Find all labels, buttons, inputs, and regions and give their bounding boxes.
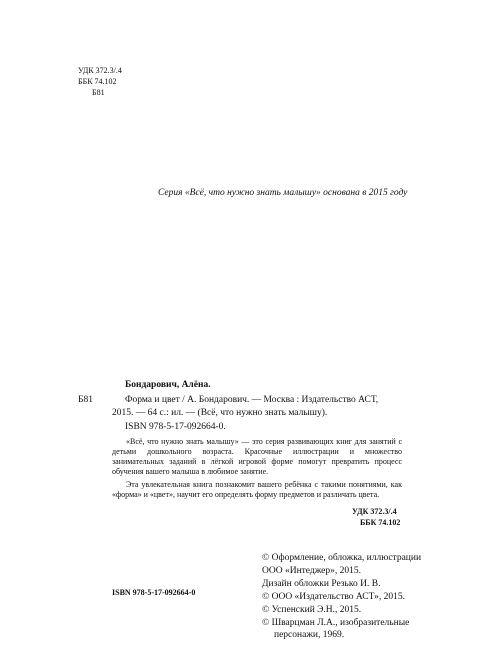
catalog-annotation-1: «Всё, что нужно знать малышу» — это серия развивающих книг для занятий с детьми дошкольного возраста. Красочные иллюстрации и множество занимательных заданий в лёгкой игровой форме помогут превратить процесс обучения вашего малыша в любимое занятие. [112,437,402,476]
copyright-line: © ООО «Издательство АСТ», 2015. [262,592,406,602]
catalog-author: Бондарович, Алёна. [125,380,211,390]
series-note: Серия «Всё, что нужно знать малышу» основана в 2015 году [158,188,408,198]
top-cipher: Б81 [92,88,105,97]
copyright-line: Дизайн обложки Резько И. В. [262,579,381,589]
copyright-line: © Оформление, обложка, иллюстрации [262,553,422,563]
top-udk: УДК 372.3/.4 [78,66,122,75]
copyright-block [262,552,472,641]
copyright-line: ООО «Интеджер», 2015. [262,566,362,576]
top-bbk: ББК 74.102 [78,77,117,86]
catalog-annotation-2: Эта увлекательная книга познакомит вашего ребёнка с такими понятиями, как «форма» и «цвет», научит его определять форму предметов и различать цвета. [112,480,402,499]
catalog-udk: УДК 372.3/.4 [352,507,397,516]
footer-isbn: ISBN 978-5-17-092664-0 [112,588,196,597]
catalog-cipher: Б81 [78,395,93,405]
catalog-isbn: ISBN 978-5-17-092664-0. [125,422,226,432]
copyright-line: © Успенский Э.Н., 2015. [262,605,362,615]
catalog-title-line2: 2015. — 64 с.: ил. — (Всё, что нужно знать малышу). [112,408,328,418]
copyright-line: © Шварцман Л.А., изобразительные [262,618,410,628]
catalog-title-line1: Форма и цвет / А. Бондарович. — Москва : Издательство АСТ, [125,395,379,405]
copyright-line: персонажи, 1969. [274,630,345,640]
catalog-bbk: ББК 74.102 [360,518,401,527]
